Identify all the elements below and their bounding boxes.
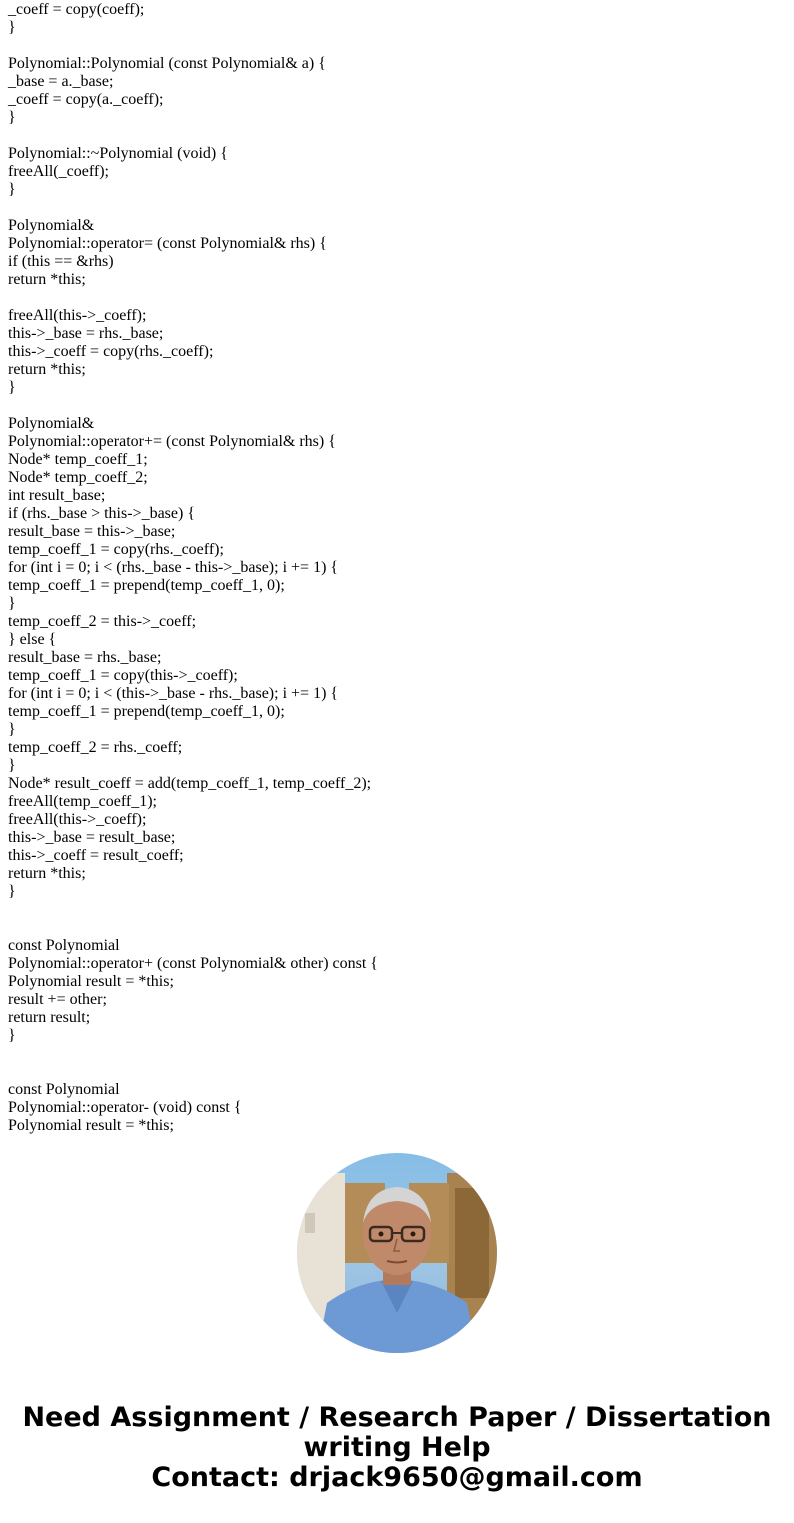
author-avatar [297, 1153, 497, 1353]
code-line: } [8, 109, 16, 126]
code-line: } [8, 19, 16, 36]
code-line [8, 127, 788, 145]
code-line: this->_coeff = copy(rhs._coeff); [8, 343, 214, 360]
code-line: return *this; [8, 271, 86, 288]
code-line: Node* temp_coeff_2; [8, 469, 148, 486]
code-line: Polynomial result = *this; [8, 1117, 174, 1134]
code-line: Polynomial& [8, 217, 95, 234]
code-line [8, 37, 788, 55]
code-line: Polynomial::operator- (void) const { [8, 1099, 242, 1116]
code-line: Polynomial::operator+ (const Polynomial& other) const { [8, 955, 378, 972]
code-line: _base = a._base; [8, 73, 114, 90]
code-line: freeAll(this->_coeff); [8, 811, 147, 828]
code-line: Polynomial::operator= (const Polynomial& rhs) { [8, 235, 327, 252]
code-line: if (this == &rhs) [8, 253, 114, 270]
code-line: const Polynomial [8, 937, 120, 954]
code-line: Polynomial& [8, 415, 95, 432]
promo-headline: Need Assignment / Research Paper / Dissertation [22, 1402, 772, 1433]
code-line: result_base = this->_base; [8, 523, 176, 540]
code-line [8, 397, 788, 415]
code-line [8, 1045, 788, 1063]
code-line: Node* result_coeff = add(temp_coeff_1, temp_coeff_2); [8, 775, 372, 792]
code-line: } [8, 883, 16, 900]
code-line: temp_coeff_1 = prepend(temp_coeff_1, 0); [8, 577, 285, 594]
code-line: } [8, 379, 16, 396]
code-line: for (int i = 0; i < (rhs._base - this->_base); i += 1) { [8, 559, 339, 576]
code-line: temp_coeff_1 = prepend(temp_coeff_1, 0); [8, 703, 285, 720]
code-line: return *this; [8, 865, 86, 882]
code-line: Polynomial::operator+= (const Polynomial& rhs) { [8, 433, 336, 450]
code-line: _coeff = copy(a._coeff); [8, 91, 164, 108]
code-line: temp_coeff_1 = copy(rhs._coeff); [8, 541, 224, 558]
code-line: } [8, 595, 16, 612]
code-line: temp_coeff_2 = this->_coeff; [8, 613, 197, 630]
code-line: result += other; [8, 991, 107, 1008]
code-line: } [8, 757, 16, 774]
code-line: this->_base = result_base; [8, 829, 176, 846]
code-line: Node* temp_coeff_1; [8, 451, 148, 468]
portrait-icon [297, 1153, 497, 1353]
code-line: result_base = rhs._base; [8, 649, 162, 666]
code-line: Polynomial::Polynomial (const Polynomial& a) { [8, 55, 326, 72]
code-line: freeAll(this->_coeff); [8, 307, 147, 324]
code-line [8, 199, 788, 217]
promo-subline: writing Help [303, 1432, 491, 1463]
code-line [8, 901, 788, 919]
code-line: temp_coeff_1 = copy(this->_coeff); [8, 667, 238, 684]
code-line [8, 1063, 788, 1081]
code-line [8, 919, 788, 937]
code-line: } [8, 721, 16, 738]
code-line: for (int i = 0; i < (this->_base - rhs._base); i += 1) { [8, 685, 339, 702]
code-line: temp_coeff_2 = rhs._coeff; [8, 739, 183, 756]
code-line: freeAll(temp_coeff_1); [8, 793, 157, 810]
code-line: this->_base = rhs._base; [8, 325, 164, 342]
code-line: freeAll(_coeff); [8, 163, 109, 180]
code-line: Polynomial result = *this; [8, 973, 174, 990]
code-line [8, 289, 788, 307]
code-line: if (rhs._base > this->_base) { [8, 505, 196, 522]
code-line: return *this; [8, 361, 86, 378]
code-line: } [8, 1027, 16, 1044]
code-line: } [8, 181, 16, 198]
code-line: this->_coeff = result_coeff; [8, 847, 184, 864]
code-line: Polynomial::~Polynomial (void) { [8, 145, 228, 162]
code-line: } else { [8, 631, 57, 648]
code-line: const Polynomial [8, 1081, 120, 1098]
code-line: int result_base; [8, 487, 106, 504]
promo-contact: Contact: drjack9650@gmail.com [151, 1462, 643, 1493]
code-line: _coeff = copy(coeff); [8, 1, 145, 18]
promo-banner [0, 1403, 794, 1493]
code-listing [8, 1, 788, 1135]
code-line: return result; [8, 1009, 91, 1026]
